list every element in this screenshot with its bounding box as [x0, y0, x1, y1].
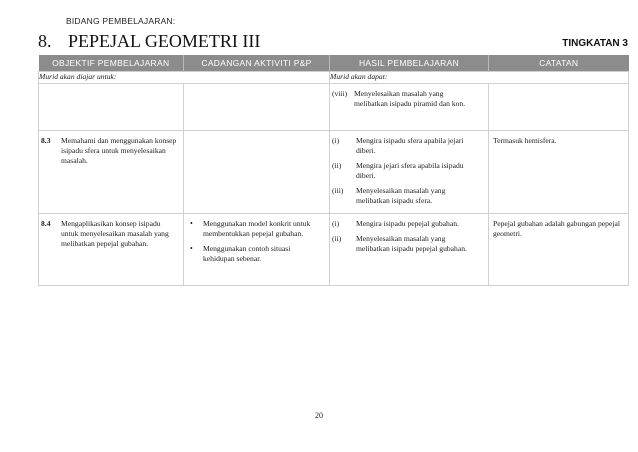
- outcome-text: Menyelesaikan masalah yang melibatkan isipadu pepejal gubahan.: [356, 234, 467, 253]
- outcome-text: Mengira isipadu pepejal gubahan.: [356, 219, 459, 228]
- subheader-left: Murid akan diajar untuk:: [39, 72, 330, 84]
- outcome-cell: [330, 131, 489, 214]
- note-text: Pepejal gubahan adalah gabungan pepejal geometri.: [493, 219, 620, 238]
- bullet-icon: •: [190, 219, 193, 228]
- outcome-item: [330, 186, 488, 206]
- column-header-outcomes: HASIL PEMBELAJARAN: [330, 55, 489, 72]
- outcome-item: [330, 234, 488, 254]
- objective-cell: [39, 214, 184, 286]
- note-cell: [489, 84, 629, 131]
- table-row: [39, 131, 629, 214]
- outcome-number: (i): [332, 219, 340, 228]
- outcome-item: [330, 219, 488, 229]
- table-row: [39, 84, 629, 131]
- outcome-number: (i): [332, 136, 340, 145]
- outcome-item: [330, 161, 488, 181]
- outcome-text: Mengira jejari sfera apabila isipadu diberi.: [356, 161, 464, 180]
- activity-text: Menggunakan contoh situasi kehidupan sebenar.: [203, 244, 291, 263]
- outcome-text: Mengira isipadu sfera apabila jejari diberi.: [356, 136, 464, 155]
- outcome-cell: [330, 214, 489, 286]
- level-label: TINGKATAN 3: [562, 38, 628, 49]
- table-row: [39, 214, 629, 286]
- activity-text: Menggunakan model konkrit untuk membentukkan pepejal gubahan.: [203, 219, 311, 238]
- field-label: BIDANG PEMBELAJARAN:: [66, 16, 176, 26]
- outcome-cell: [330, 84, 489, 131]
- objective-cell: [39, 131, 184, 214]
- chapter-number: 8.: [38, 31, 52, 51]
- outcome-number: (ii): [332, 161, 342, 170]
- subheader-row: [39, 72, 629, 84]
- objective-text: Memahami dan menggunakan konsep isipadu sfera untuk menyelesaikan masalah.: [61, 136, 177, 165]
- syllabus-table: [38, 55, 629, 286]
- note-text: Termasuk hemisfera.: [493, 136, 557, 145]
- objective-cell: [39, 84, 184, 131]
- objective-text: Mengaplikasikan konsep isipadu untuk menyelesaikan masalah yang melibatkan pepejal gubahan.: [61, 219, 169, 248]
- outcome-item: [330, 136, 488, 156]
- activity-cell: [184, 84, 330, 131]
- page-number: 20: [315, 411, 323, 420]
- activity-item: [190, 244, 325, 264]
- activity-cell: [184, 214, 330, 286]
- note-cell: [489, 131, 629, 214]
- outcome-number: (iii): [332, 186, 344, 195]
- outcome-text: Menyelesaikan masalah yang melibatkan isipadu sfera.: [356, 186, 446, 205]
- activity-item: [190, 219, 325, 239]
- note-cell: [489, 214, 629, 286]
- objective-code: 8.3: [41, 136, 51, 145]
- outcome-number: (viii): [332, 89, 348, 98]
- column-header-notes: CATATAN: [489, 55, 629, 72]
- activity-cell: [184, 131, 330, 214]
- objective-code: 8.4: [41, 219, 51, 228]
- chapter-title-text: PEPEJAL GEOMETRI III: [68, 31, 261, 51]
- subheader-right: Murid akan dapat:: [330, 72, 629, 84]
- bullet-icon: •: [190, 244, 193, 253]
- outcome-number: (ii): [332, 234, 342, 243]
- column-header-activities: CADANGAN AKTIVITI P&P: [184, 55, 330, 72]
- outcome-item: [330, 89, 488, 109]
- outcome-text: Menyelesaikan masalah yang melibatkan isipadu piramid dan kon.: [354, 89, 466, 108]
- table-header-row: [39, 55, 629, 72]
- chapter-title: [38, 31, 260, 52]
- column-header-objective: OBJEKTIF PEMBELAJARAN: [39, 55, 184, 72]
